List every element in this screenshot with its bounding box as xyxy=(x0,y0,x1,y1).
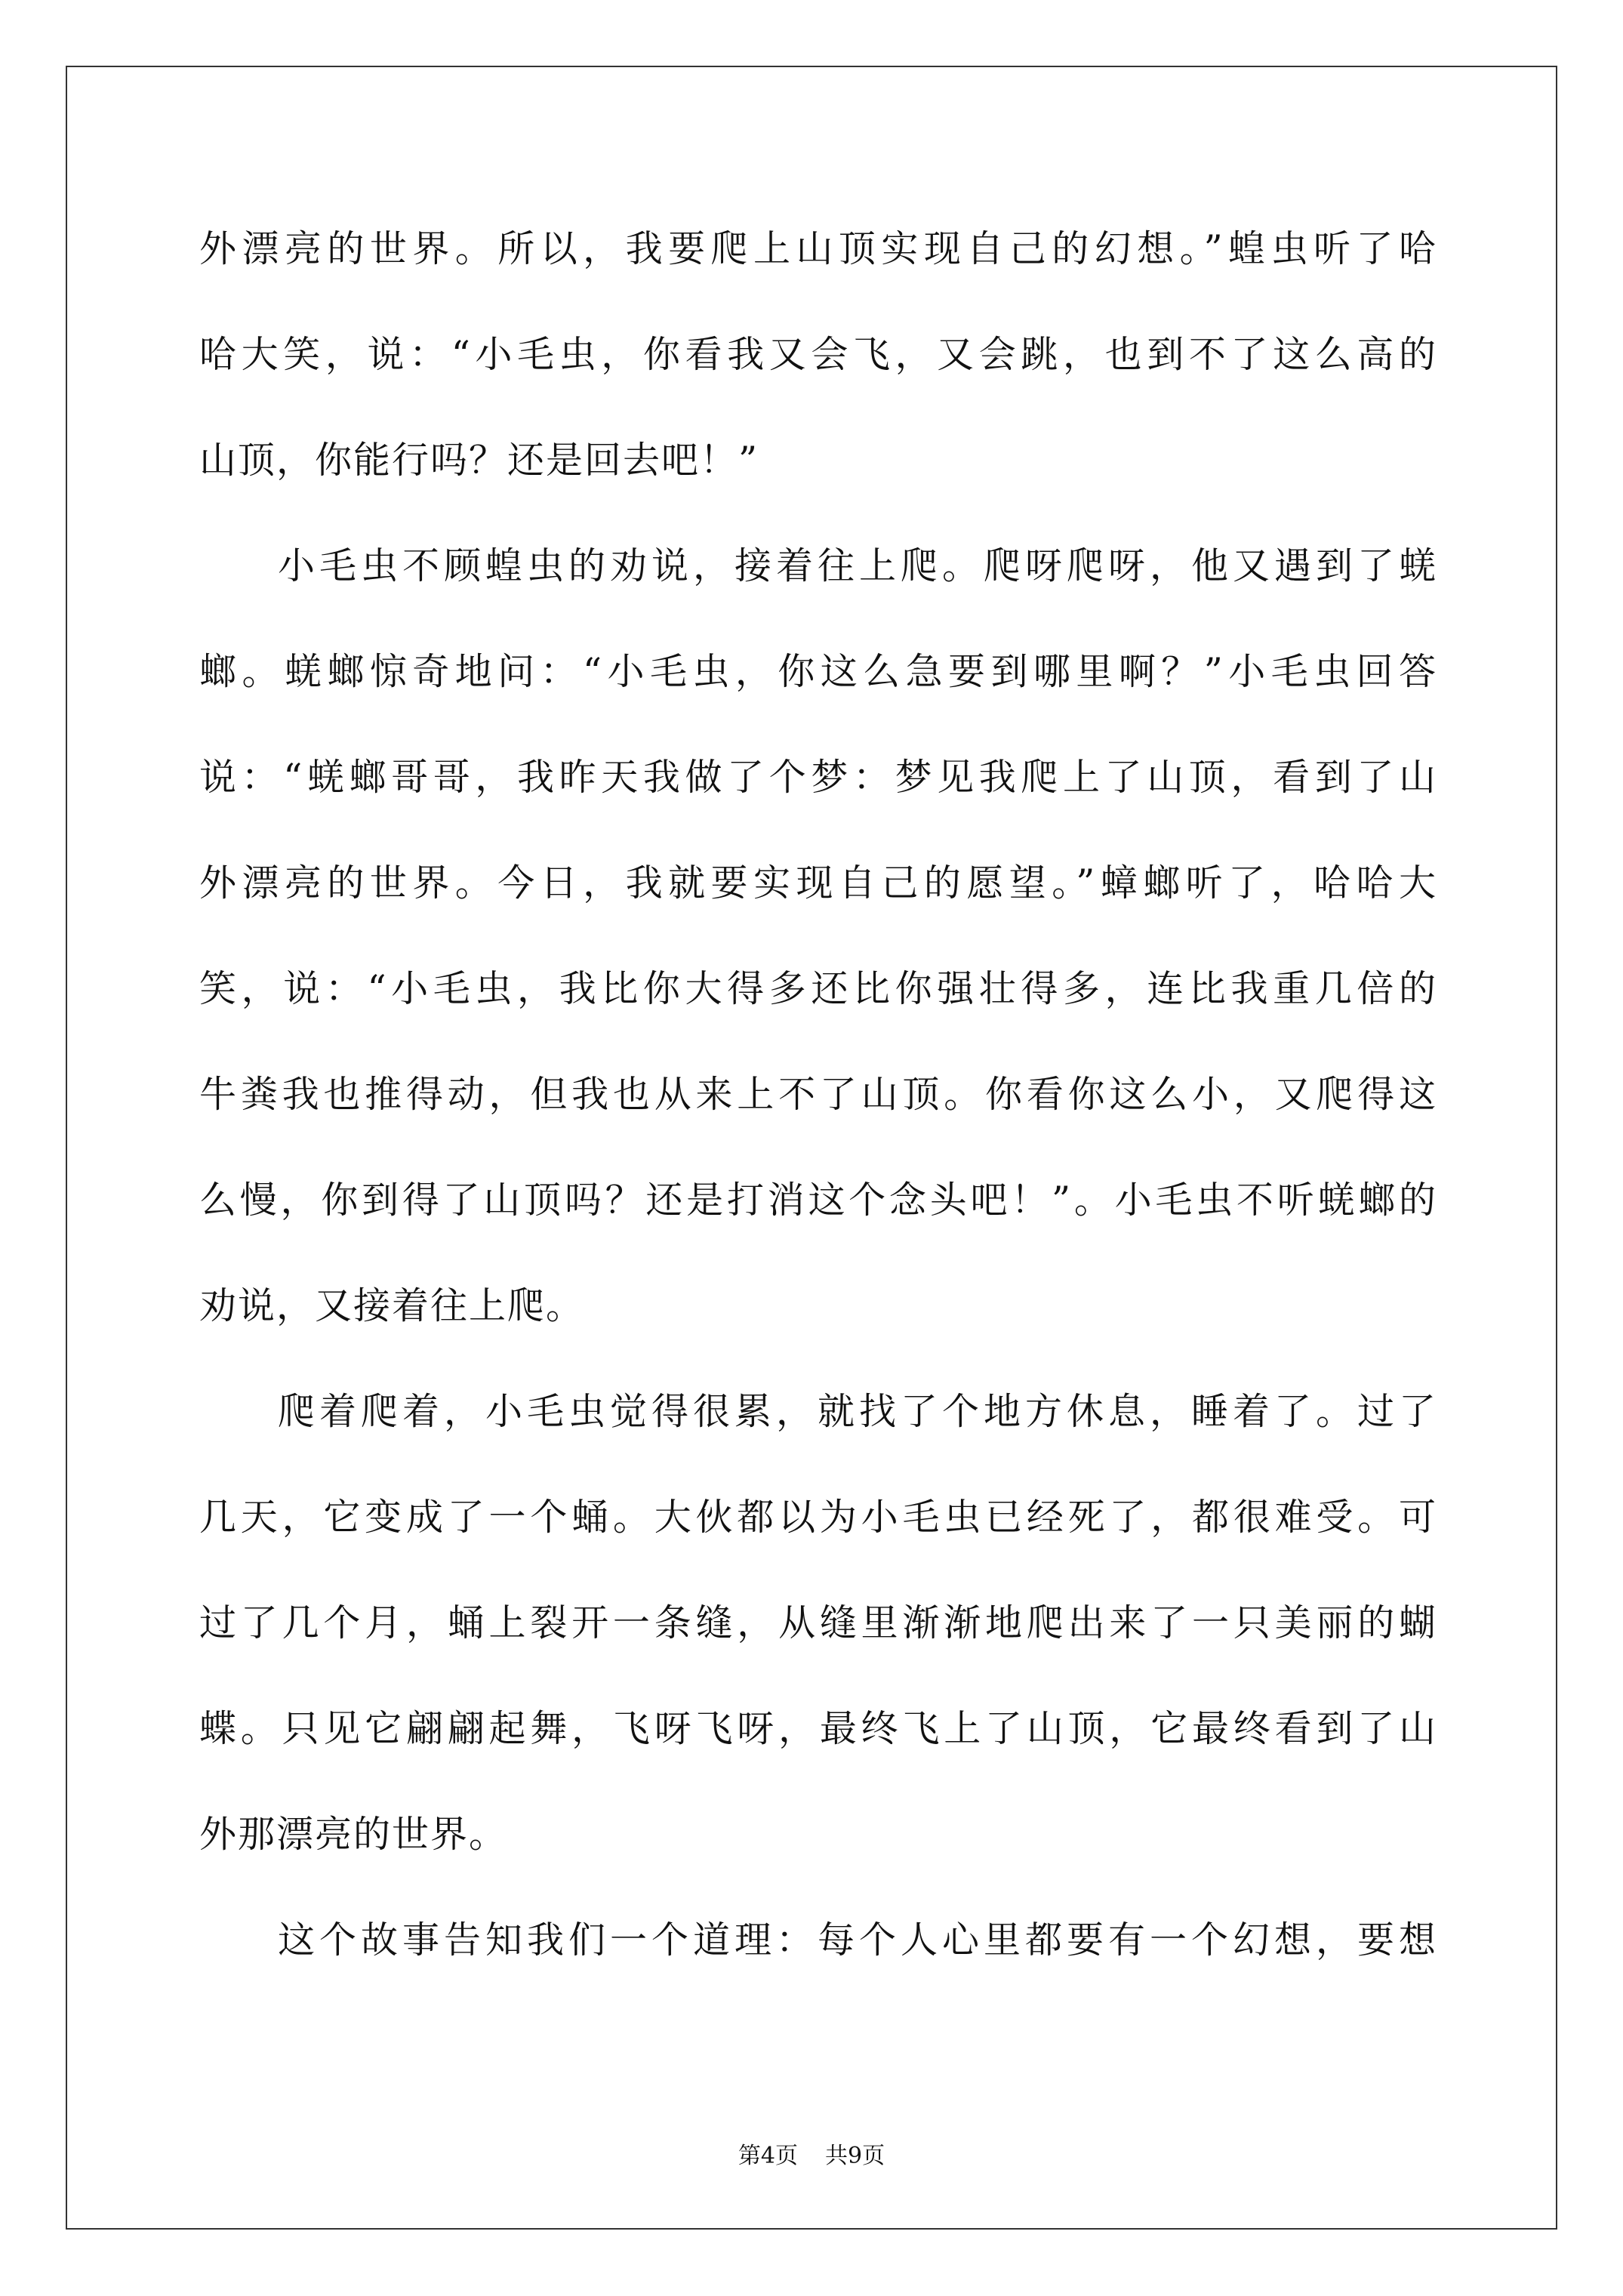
text-line: 劝说，又接着往上爬。 xyxy=(199,1284,585,1327)
page-footer xyxy=(0,2137,1623,2170)
text-line: 外漂亮的世界。所以，我要爬上山顶实现自己的幻想。”蝗虫听了哈 xyxy=(199,227,1437,270)
text-line: 外漂亮的世界。今日，我就要实现自己的愿望。”蟑螂听了，哈哈大 xyxy=(199,861,1437,905)
text-line: 几天，它变成了一个蛹。大伙都以为小毛虫已经死了，都很难受。可 xyxy=(199,1496,1437,1539)
document-body xyxy=(199,219,1437,2016)
paragraph-start-line: 小毛虫不顾蝗虫的劝说，接着往上爬。爬呀爬呀，他又遇到了蜣 xyxy=(278,544,1437,587)
text-line: 山顶，你能行吗？还是回去吧！” xyxy=(199,439,759,482)
page-number: 第4页 xyxy=(738,2143,798,2169)
text-line: 过了几个月，蛹上裂开一条缝，从缝里渐渐地爬出来了一只美丽的蝴 xyxy=(199,1601,1437,1644)
text-line: 螂。蜣螂惊奇地问：“小毛虫，你这么急要到哪里啊？”小毛虫回答 xyxy=(199,650,1437,693)
paragraph-start-line: 爬着爬着，小毛虫觉得很累，就找了个地方休息，睡着了。过了 xyxy=(278,1390,1437,1433)
text-line: 蝶。只见它翩翩起舞，飞呀飞呀，最终飞上了山顶，它最终看到了山 xyxy=(199,1707,1437,1750)
text-line: 外那漂亮的世界。 xyxy=(199,1813,508,1856)
text-line: 牛粪我也推得动，但我也从来上不了山顶。你看你这么小，又爬得这 xyxy=(199,1073,1437,1116)
text-line: 笑，说：“小毛虫，我比你大得多还比你强壮得多，连比我重几倍的 xyxy=(199,967,1437,1010)
paragraph-start-line: 这个故事告知我们一个道理：每个人心里都要有一个幻想，要想 xyxy=(278,1918,1437,1962)
text-line: 么慢，你到得了山顶吗？还是打消这个念头吧！”。小毛虫不听蜣螂的 xyxy=(199,1179,1437,1222)
text-line: 说：“蜣螂哥哥，我昨天我做了个梦：梦见我爬上了山顶，看到了山 xyxy=(199,756,1437,799)
text-line: 哈大笑，说：“小毛虫，你看我又会飞，又会跳，也到不了这么高的 xyxy=(199,333,1437,376)
page-total: 共9页 xyxy=(825,2143,885,2169)
